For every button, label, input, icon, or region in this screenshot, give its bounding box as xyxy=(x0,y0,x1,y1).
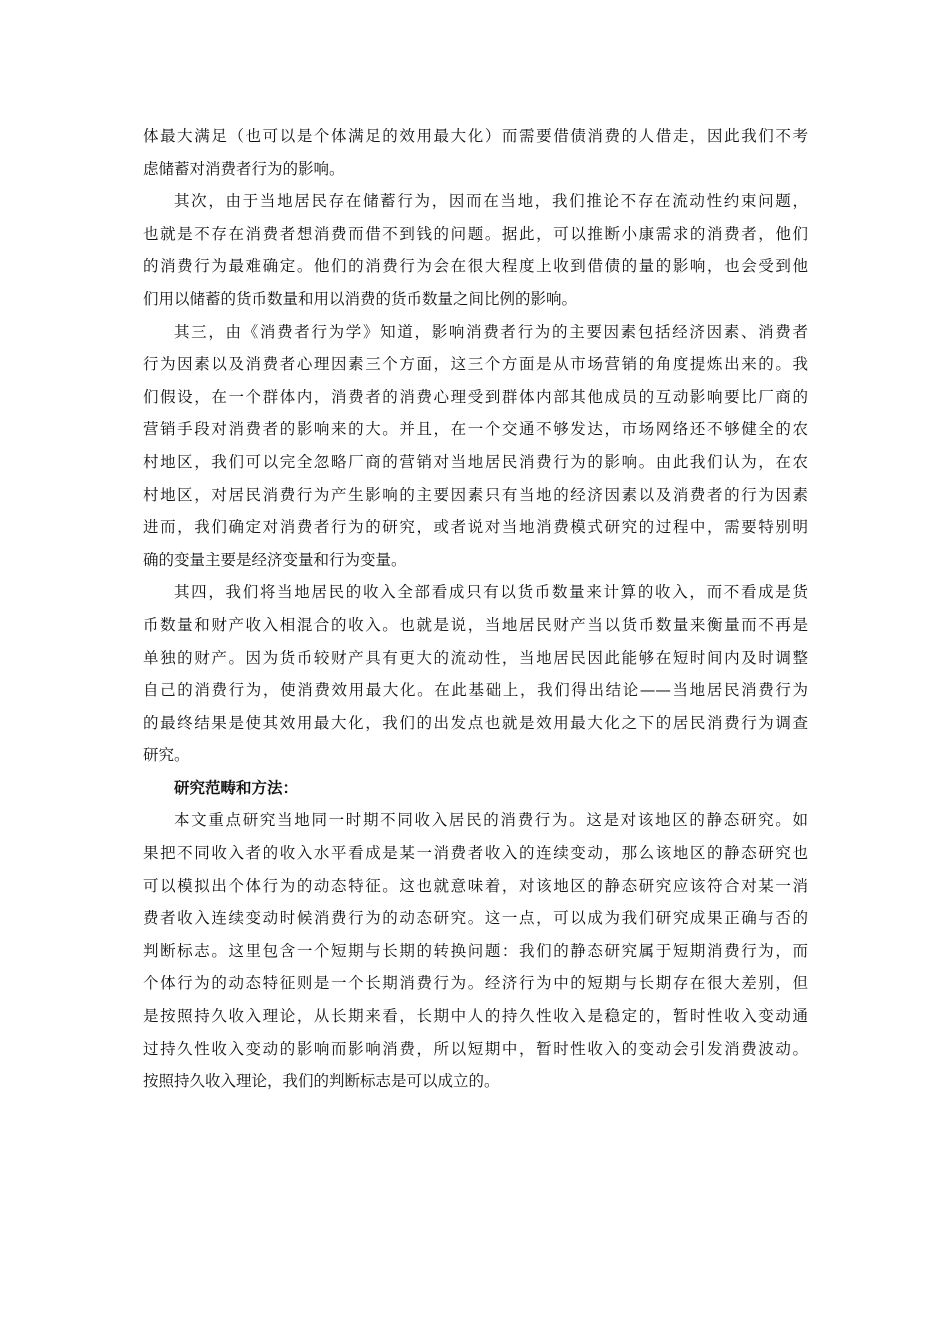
text-line: 费者收入连续变动时候消费行为的动态研究。这一点，可以成为我们研究成果正确与否的 xyxy=(143,909,808,928)
paragraph-third-point xyxy=(143,316,808,577)
text-line: 自己的消费行为，使消费效用最大化。在此基础上，我们得出结论——当地居民消费行为 xyxy=(143,681,808,700)
text-line: 是按照持久收入理论，从长期来看，长期中人的持久性收入是稳定的，暂时性收入变动通 xyxy=(143,1007,808,1026)
paragraph-continuation xyxy=(143,120,808,185)
text-line: 其次，由于当地居民存在储蓄行为，因而在当地，我们推论不存在流动性约束问题， xyxy=(174,192,808,211)
section-heading: 研究范畴和方法： xyxy=(174,777,299,797)
text-line: 体最大满足（也可以是个体满足的效用最大化）而需要借债消费的人借走，因此我们不考 xyxy=(143,127,808,145)
text-line: 虑储蓄对消费者行为的影响。 xyxy=(143,159,345,178)
text-line: 其三，由《消费者行为学》知道，影响消费者行为的主要因素包括经济因素、消费者 xyxy=(174,322,808,341)
paragraph-second-point xyxy=(143,185,808,315)
text-line: 个体行为的动态特征则是一个长期消费行为。经济行为中的短期与长期存在很大差别，但 xyxy=(143,974,808,993)
text-line: 判断标志。这里包含一个短期与长期的转换问题：我们的静态研究属于短期消费行为，而 xyxy=(143,941,808,960)
document-body xyxy=(143,120,808,1098)
text-line: 村地区，对居民消费行为产生影响的主要因素只有当地的经济因素以及消费者的行为因素 xyxy=(143,485,808,504)
text-line: 们假设，在一个群体内，消费者的消费心理受到群体内部其他成员的互动影响要比厂商的 xyxy=(143,387,808,406)
text-line: 的消费行为最难确定。他们的消费行为会在很大程度上收到借债的量的影响，也会受到他 xyxy=(143,257,808,276)
text-line: 也就是不存在消费者想消费而借不到钱的问题。据此，可以推断小康需求的消费者，他们 xyxy=(143,224,808,243)
text-line: 币数量和财产收入相混合的收入。也就是说，当地居民财产当以货币数量来衡量而不再是 xyxy=(143,615,808,634)
text-line: 村地区，我们可以完全忽略厂商的营销对当地居民消费行为的影响。由此我们认为，在农 xyxy=(143,452,808,471)
text-line: 进而，我们确定对消费者行为的研究，或者说对当地消费模式研究的过程中，需要特别明 xyxy=(143,518,808,537)
text-line: 行为因素以及消费者心理因素三个方面，这三个方面是从市场营销的角度提炼出来的。我 xyxy=(143,355,808,374)
text-line: 本文重点研究当地同一时期不同收入居民的消费行为。这是对该地区的静态研究。如 xyxy=(174,811,808,830)
text-line: 们用以储蓄的货币数量和用以消费的货币数量之间比例的影响。 xyxy=(143,289,578,308)
text-line: 按照持久收入理论，我们的判断标志是可以成立的。 xyxy=(143,1072,500,1091)
paragraph-fourth-point xyxy=(143,576,808,772)
text-line: 果把不同收入者的收入水平看成是某一消费者收入的连续变动，那么该地区的静态研究也 xyxy=(143,844,808,863)
text-line: 可以模拟出个体行为的动态特征。这也就意味着，对该地区的静态研究应该符合对某一消 xyxy=(143,876,808,895)
text-line: 过持久性收入变动的影响而影响消费，所以短期中，暂时性收入的变动会引发消费波动。 xyxy=(143,1039,808,1058)
text-line: 的最终结果是使其效用最大化，我们的出发点也就是效用最大化之下的居民消费行为调查 xyxy=(143,713,808,732)
text-line: 单独的财产。因为货币较财产具有更大的流动性，当地居民因此能够在短时间内及时调整 xyxy=(143,648,808,667)
paragraph-research-scope xyxy=(143,804,808,1097)
text-line: 确的变量主要是经济变量和行为变量。 xyxy=(143,550,407,569)
text-line: 营销手段对消费者的影响来的大。并且，在一个交通不够发达，市场网络还不够健全的农 xyxy=(143,420,808,439)
text-line: 研究。 xyxy=(143,746,190,765)
text-line: 其四，我们将当地居民的收入全部看成只有以货币数量来计算的收入，而不看成是货 xyxy=(174,583,808,602)
